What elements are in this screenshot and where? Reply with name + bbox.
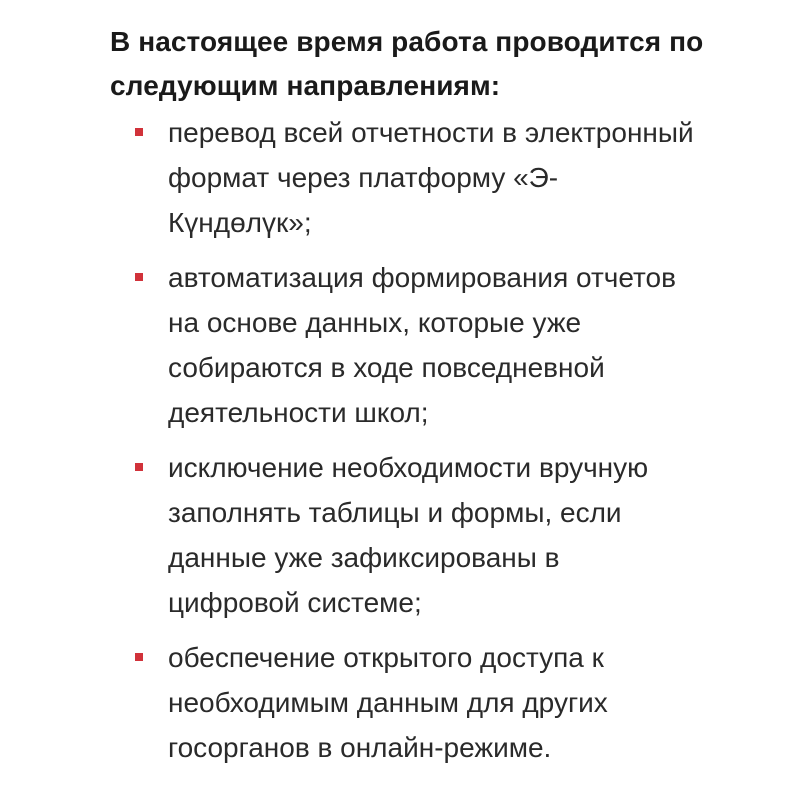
directions-list — [135, 110, 695, 780]
section-heading: В настоящее время работа проводится по следующим направлениям: — [110, 26, 704, 101]
list-item — [135, 635, 695, 770]
square-bullet-icon — [135, 653, 143, 661]
list-item — [135, 110, 695, 245]
list-item-text: перевод всей отчетности в электронный формат через платформу «Э-Күндөлүк»; — [168, 117, 694, 238]
square-bullet-icon — [135, 463, 143, 471]
square-bullet-icon — [135, 273, 143, 281]
article-body — [110, 20, 730, 108]
list-item-text: исключение необходимости вручную заполнять таблицы и формы, если данные уже зафиксированы в цифровой системе; — [168, 452, 649, 618]
list-item-text: обеспечение открытого доступа к необходимым данным для других госорганов в онлайн-режиме. — [168, 642, 608, 763]
list-item-text: автоматизация формирования отчетов на основе данных, которые уже собираются в ходе повседневной деятельности школ; — [168, 262, 676, 428]
list-item — [135, 255, 695, 435]
square-bullet-icon — [135, 128, 143, 136]
list-item — [135, 445, 695, 625]
